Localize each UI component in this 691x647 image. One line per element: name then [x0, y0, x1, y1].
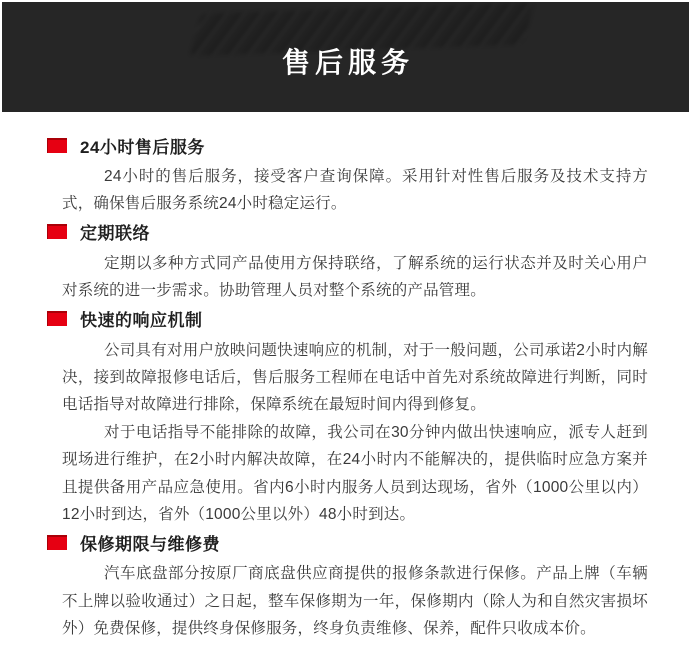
section-heading: 快速的响应机制 [80, 311, 203, 331]
section-paragraph: 公司具有对用户放映问题快速响应的机制，对于一般问题，公司承诺2小时内解决，接到故障报修电话后，售后服务工程师在电话中首先对系统故障进行判断，同时电话指导对故障进行排除，保障系统在最短时间内得到修复。 [62, 341, 648, 414]
section-heading: 定期联络 [80, 224, 150, 244]
section-paragraph: 24小时的售后服务，接受客户查询保障。采用针对性售后服务及技术支持方式，确保售后服务系统24小时稳定运行。 [62, 168, 648, 213]
section-header [47, 532, 691, 552]
section-body [62, 163, 648, 218]
section-heading: 保修期限与维修费 [80, 534, 220, 554]
section-body [62, 337, 648, 529]
section-paragraph: 对于电话指导不能排除的故障，我公司在30分钟内做出快速响应，派专人赶到现场进行维护，在2小时内解决故障，在24小时内不能解决的，提供临时应急方案并且提供备用产品应急使用。省内6小时内服务人员到达现场，省外（1000公里以内）12小时到达，省外（1000公里以外）48小时到达。 [62, 423, 648, 524]
section-body [62, 250, 648, 305]
red-square-bullet-icon [47, 535, 67, 550]
section-body [62, 560, 648, 642]
section-rapid-response [47, 309, 691, 529]
section-header [47, 222, 691, 242]
red-square-bullet-icon [47, 138, 67, 153]
red-square-bullet-icon [47, 224, 67, 239]
section-header [47, 135, 691, 155]
section-24h-service [47, 135, 691, 218]
page-header-banner [2, 2, 689, 112]
page-title: 售后服务 [281, 47, 414, 78]
section-paragraph: 定期以多种方式同产品使用方保持联络，了解系统的运行状态并及时关心用户对系统的进一步需求。协助管理人员对整个系统的产品管理。 [62, 254, 648, 300]
section-regular-contact [47, 222, 691, 305]
red-square-bullet-icon [47, 311, 67, 326]
section-header [47, 309, 691, 329]
section-paragraph: 汽车底盘部分按原厂商底盘供应商提供的报修条款进行保修。产品上牌（车辆不上牌以验收通过）之日起，整车保修期为一年，保修期内（除人为和自然灾害损坏外）免费保修，提供终身保修服务，终身负责维修、保养，配件只收成本价。 [62, 565, 648, 638]
service-sections [0, 112, 691, 647]
section-heading: 24小时售后服务 [80, 137, 205, 157]
section-warranty [47, 532, 691, 642]
